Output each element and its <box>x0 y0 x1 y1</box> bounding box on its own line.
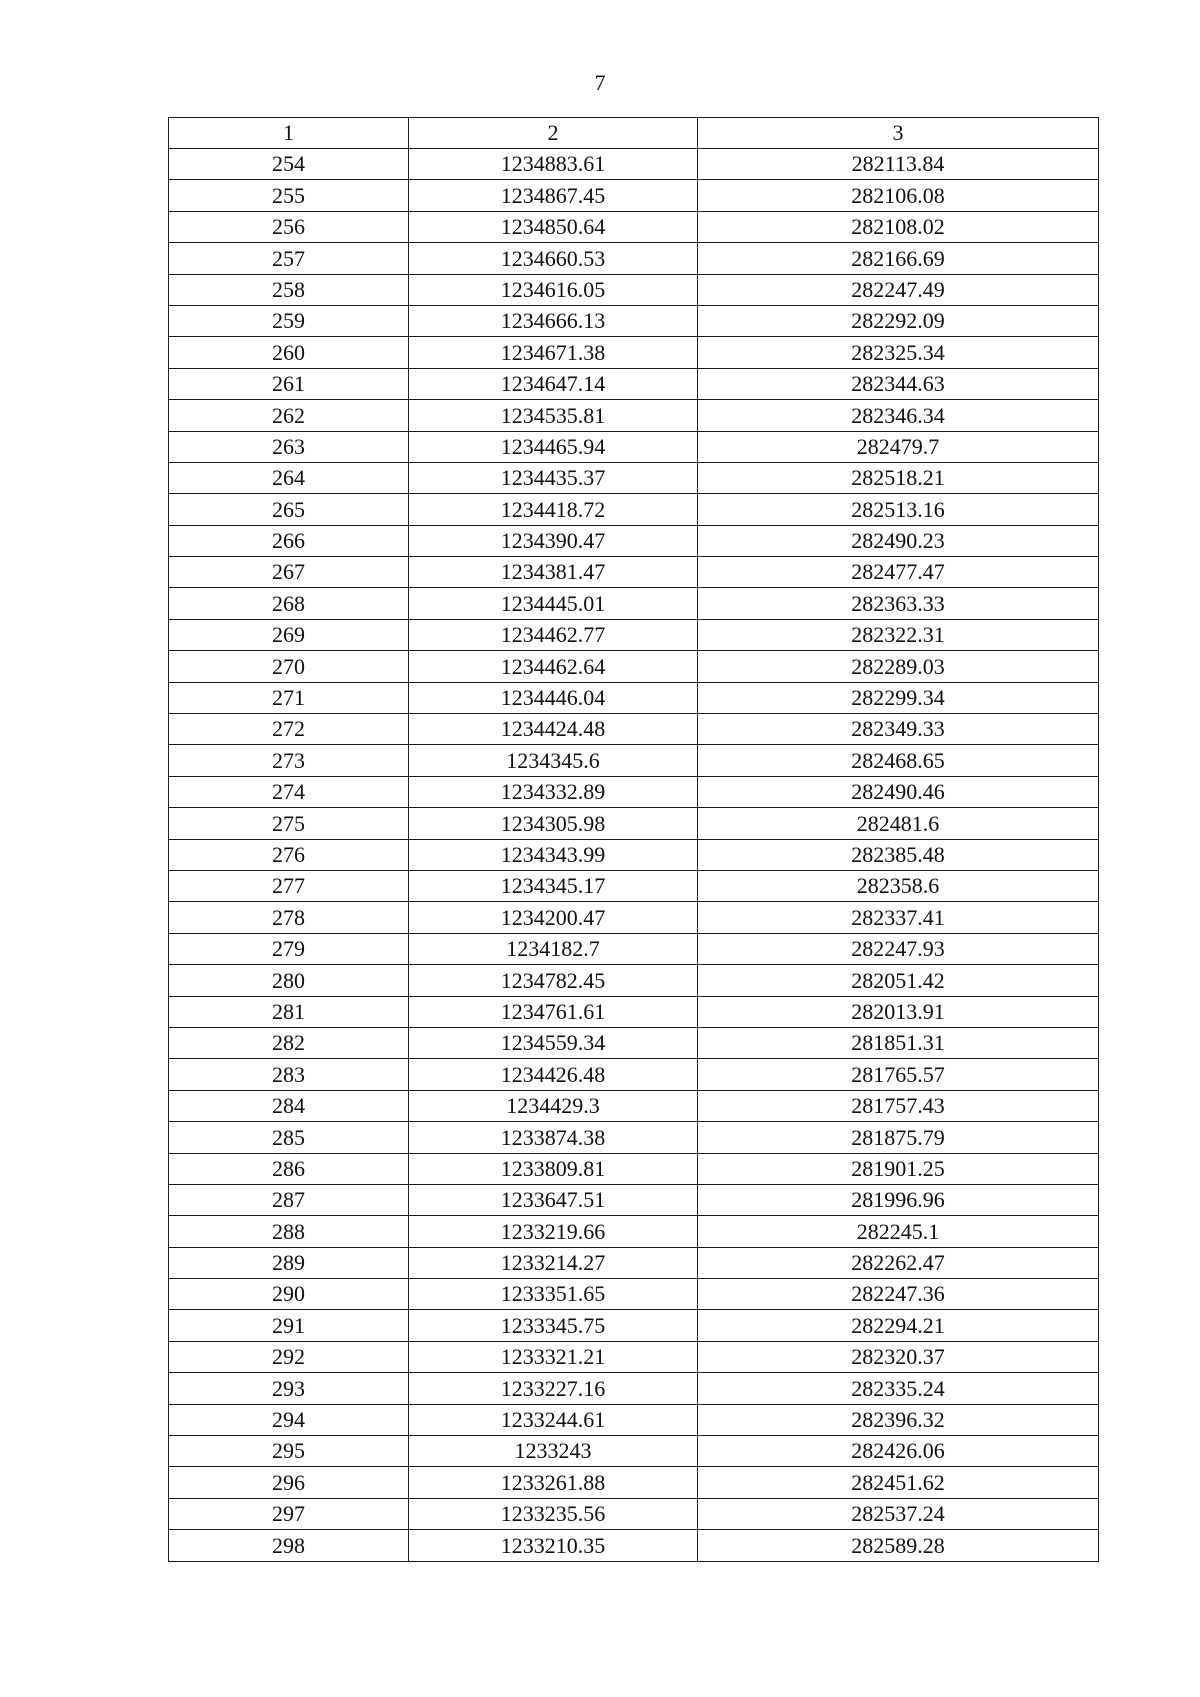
coordinate-x-cell: 1234671.38 <box>409 337 698 368</box>
coordinate-x-cell: 1234867.45 <box>409 180 698 211</box>
point-number-cell: 271 <box>169 682 409 713</box>
table-row <box>169 494 1099 525</box>
table-row <box>169 619 1099 650</box>
coordinate-x-cell: 1233345.75 <box>409 1310 698 1341</box>
table-row <box>169 1153 1099 1184</box>
coordinate-x-cell: 1234559.34 <box>409 1027 698 1058</box>
point-number-cell: 278 <box>169 902 409 933</box>
table-row <box>169 462 1099 493</box>
point-number-cell: 286 <box>169 1153 409 1184</box>
coordinate-y-cell: 282337.41 <box>698 902 1099 933</box>
coordinate-x-cell: 1234883.61 <box>409 149 698 180</box>
table-row <box>169 808 1099 839</box>
coordinate-x-cell: 1233647.51 <box>409 1184 698 1215</box>
coordinate-x-cell: 1233351.65 <box>409 1279 698 1310</box>
point-number-cell: 289 <box>169 1247 409 1278</box>
point-number-cell: 257 <box>169 243 409 274</box>
coordinate-y-cell: 282292.09 <box>698 305 1099 336</box>
coordinate-y-cell: 282335.24 <box>698 1373 1099 1404</box>
coordinate-y-cell: 282245.1 <box>698 1216 1099 1247</box>
table-row <box>169 588 1099 619</box>
coordinate-x-cell: 1234435.37 <box>409 462 698 493</box>
point-number-cell: 292 <box>169 1341 409 1372</box>
point-number-cell: 284 <box>169 1090 409 1121</box>
coordinate-y-cell: 282322.31 <box>698 619 1099 650</box>
point-number-cell: 262 <box>169 400 409 431</box>
point-number-cell: 260 <box>169 337 409 368</box>
coordinate-y-cell: 282468.65 <box>698 745 1099 776</box>
coordinate-y-cell: 282363.33 <box>698 588 1099 619</box>
coordinate-y-cell: 282106.08 <box>698 180 1099 211</box>
point-number-cell: 296 <box>169 1467 409 1498</box>
coordinate-x-cell: 1234426.48 <box>409 1059 698 1090</box>
table-row <box>169 431 1099 462</box>
coordinate-y-cell: 282358.6 <box>698 870 1099 901</box>
coordinate-y-cell: 282320.37 <box>698 1341 1099 1372</box>
coordinate-x-cell: 1233227.16 <box>409 1373 698 1404</box>
coordinate-y-cell: 282589.28 <box>698 1530 1099 1561</box>
table-row <box>169 745 1099 776</box>
coordinate-x-cell: 1234660.53 <box>409 243 698 274</box>
coordinate-y-cell: 281901.25 <box>698 1153 1099 1184</box>
coordinate-x-cell: 1234332.89 <box>409 776 698 807</box>
coordinate-y-cell: 282451.62 <box>698 1467 1099 1498</box>
coordinate-y-cell: 282294.21 <box>698 1310 1099 1341</box>
table-row <box>169 1341 1099 1372</box>
point-number-cell: 277 <box>169 870 409 901</box>
point-number-cell: 288 <box>169 1216 409 1247</box>
coordinate-x-cell: 1233809.81 <box>409 1153 698 1184</box>
coordinate-x-cell: 1234418.72 <box>409 494 698 525</box>
table-row <box>169 400 1099 431</box>
table-row <box>169 211 1099 242</box>
coordinate-x-cell: 1234462.77 <box>409 619 698 650</box>
coordinate-x-cell: 1233214.27 <box>409 1247 698 1278</box>
table-row <box>169 525 1099 556</box>
coordinate-y-cell: 282477.47 <box>698 557 1099 588</box>
coordinate-x-cell: 1234782.45 <box>409 965 698 996</box>
table-row <box>169 337 1099 368</box>
coordinate-x-cell: 1233874.38 <box>409 1122 698 1153</box>
coordinate-x-cell: 1234381.47 <box>409 557 698 588</box>
coordinate-y-cell: 282490.46 <box>698 776 1099 807</box>
table-row <box>169 902 1099 933</box>
coordinate-x-cell: 1234465.94 <box>409 431 698 462</box>
table-row <box>169 870 1099 901</box>
column-header-3: 3 <box>698 118 1099 149</box>
point-number-cell: 285 <box>169 1122 409 1153</box>
point-number-cell: 281 <box>169 996 409 1027</box>
header-row <box>169 118 1099 149</box>
table-row <box>169 1090 1099 1121</box>
coordinates-table <box>168 117 1099 1562</box>
point-number-cell: 279 <box>169 933 409 964</box>
point-number-cell: 274 <box>169 776 409 807</box>
table-row <box>169 1216 1099 1247</box>
table-row <box>169 1059 1099 1090</box>
coordinate-x-cell: 1233210.35 <box>409 1530 698 1561</box>
coordinate-y-cell: 282518.21 <box>698 462 1099 493</box>
coordinate-y-cell: 282108.02 <box>698 211 1099 242</box>
coordinate-x-cell: 1234446.04 <box>409 682 698 713</box>
table-body <box>169 149 1099 1562</box>
table-row <box>169 180 1099 211</box>
table-row <box>169 1530 1099 1561</box>
table-row <box>169 965 1099 996</box>
coordinate-y-cell: 281996.96 <box>698 1184 1099 1215</box>
coordinate-x-cell: 1234647.14 <box>409 368 698 399</box>
table-row <box>169 557 1099 588</box>
coordinate-y-cell: 282299.34 <box>698 682 1099 713</box>
table-row <box>169 1184 1099 1215</box>
table-row <box>169 651 1099 682</box>
coordinate-x-cell: 1234761.61 <box>409 996 698 1027</box>
point-number-cell: 293 <box>169 1373 409 1404</box>
point-number-cell: 276 <box>169 839 409 870</box>
table-row <box>169 1404 1099 1435</box>
coordinate-x-cell: 1233243 <box>409 1436 698 1467</box>
table-row <box>169 1373 1099 1404</box>
table-row <box>169 368 1099 399</box>
table-row <box>169 933 1099 964</box>
coordinate-y-cell: 282289.03 <box>698 651 1099 682</box>
coordinate-y-cell: 282166.69 <box>698 243 1099 274</box>
point-number-cell: 258 <box>169 274 409 305</box>
point-number-cell: 298 <box>169 1530 409 1561</box>
table-row <box>169 776 1099 807</box>
coordinate-x-cell: 1234616.05 <box>409 274 698 305</box>
point-number-cell: 269 <box>169 619 409 650</box>
coordinate-y-cell: 282051.42 <box>698 965 1099 996</box>
table-row <box>169 1279 1099 1310</box>
point-number-cell: 256 <box>169 211 409 242</box>
coordinate-y-cell: 282247.36 <box>698 1279 1099 1310</box>
coordinate-y-cell: 282490.23 <box>698 525 1099 556</box>
coordinate-y-cell: 281765.57 <box>698 1059 1099 1090</box>
coordinate-y-cell: 282481.6 <box>698 808 1099 839</box>
table-row <box>169 274 1099 305</box>
coordinate-y-cell: 282479.7 <box>698 431 1099 462</box>
coordinate-y-cell: 282385.48 <box>698 839 1099 870</box>
table-row <box>169 305 1099 336</box>
table-row <box>169 714 1099 745</box>
coordinate-x-cell: 1233321.21 <box>409 1341 698 1372</box>
coordinate-y-cell: 282013.91 <box>698 996 1099 1027</box>
coordinate-y-cell: 282325.34 <box>698 337 1099 368</box>
point-number-cell: 272 <box>169 714 409 745</box>
point-number-cell: 270 <box>169 651 409 682</box>
coordinate-x-cell: 1234390.47 <box>409 525 698 556</box>
coordinate-y-cell: 282396.32 <box>698 1404 1099 1435</box>
table-row <box>169 996 1099 1027</box>
coordinate-y-cell: 282346.34 <box>698 400 1099 431</box>
coordinate-y-cell: 281875.79 <box>698 1122 1099 1153</box>
coordinate-x-cell: 1233261.88 <box>409 1467 698 1498</box>
coordinate-x-cell: 1234345.17 <box>409 870 698 901</box>
coordinate-x-cell: 1234535.81 <box>409 400 698 431</box>
table-row <box>169 1247 1099 1278</box>
point-number-cell: 265 <box>169 494 409 525</box>
coordinate-x-cell: 1234666.13 <box>409 305 698 336</box>
coordinate-x-cell: 1234445.01 <box>409 588 698 619</box>
table-row <box>169 1310 1099 1341</box>
point-number-cell: 283 <box>169 1059 409 1090</box>
point-number-cell: 267 <box>169 557 409 588</box>
coordinate-y-cell: 281851.31 <box>698 1027 1099 1058</box>
coordinate-x-cell: 1234305.98 <box>409 808 698 839</box>
coordinate-x-cell: 1233244.61 <box>409 1404 698 1435</box>
coordinate-y-cell: 282537.24 <box>698 1498 1099 1529</box>
point-number-cell: 259 <box>169 305 409 336</box>
coordinate-y-cell: 282349.33 <box>698 714 1099 745</box>
table-row <box>169 1498 1099 1529</box>
point-number-cell: 275 <box>169 808 409 839</box>
table-row <box>169 1467 1099 1498</box>
point-number-cell: 287 <box>169 1184 409 1215</box>
point-number-cell: 295 <box>169 1436 409 1467</box>
coordinate-x-cell: 1234343.99 <box>409 839 698 870</box>
coordinate-x-cell: 1233219.66 <box>409 1216 698 1247</box>
point-number-cell: 291 <box>169 1310 409 1341</box>
point-number-cell: 273 <box>169 745 409 776</box>
coordinate-x-cell: 1234429.3 <box>409 1090 698 1121</box>
table-header <box>169 118 1099 149</box>
table-row <box>169 1436 1099 1467</box>
point-number-cell: 282 <box>169 1027 409 1058</box>
coordinate-x-cell: 1234200.47 <box>409 902 698 933</box>
coordinate-y-cell: 282344.63 <box>698 368 1099 399</box>
coordinate-y-cell: 281757.43 <box>698 1090 1099 1121</box>
page-number: 7 <box>594 70 606 95</box>
coordinate-y-cell: 282262.47 <box>698 1247 1099 1278</box>
column-header-2: 2 <box>409 118 698 149</box>
point-number-cell: 280 <box>169 965 409 996</box>
point-number-cell: 263 <box>169 431 409 462</box>
table-row <box>169 1122 1099 1153</box>
point-number-cell: 290 <box>169 1279 409 1310</box>
coordinate-x-cell: 1234424.48 <box>409 714 698 745</box>
point-number-cell: 297 <box>169 1498 409 1529</box>
table-row <box>169 243 1099 274</box>
point-number-cell: 254 <box>169 149 409 180</box>
coordinate-y-cell: 282426.06 <box>698 1436 1099 1467</box>
column-header-1: 1 <box>169 118 409 149</box>
coordinate-x-cell: 1234462.64 <box>409 651 698 682</box>
point-number-cell: 264 <box>169 462 409 493</box>
point-number-cell: 266 <box>169 525 409 556</box>
coordinate-y-cell: 282247.93 <box>698 933 1099 964</box>
coordinate-x-cell: 1234850.64 <box>409 211 698 242</box>
point-number-cell: 261 <box>169 368 409 399</box>
table-row <box>169 839 1099 870</box>
coordinate-y-cell: 282513.16 <box>698 494 1099 525</box>
coordinate-y-cell: 282113.84 <box>698 149 1099 180</box>
point-number-cell: 294 <box>169 1404 409 1435</box>
coordinate-x-cell: 1234182.7 <box>409 933 698 964</box>
coordinate-x-cell: 1234345.6 <box>409 745 698 776</box>
coordinate-y-cell: 282247.49 <box>698 274 1099 305</box>
table-row <box>169 1027 1099 1058</box>
table-row <box>169 149 1099 180</box>
table-row <box>169 682 1099 713</box>
coordinate-x-cell: 1233235.56 <box>409 1498 698 1529</box>
point-number-cell: 255 <box>169 180 409 211</box>
point-number-cell: 268 <box>169 588 409 619</box>
